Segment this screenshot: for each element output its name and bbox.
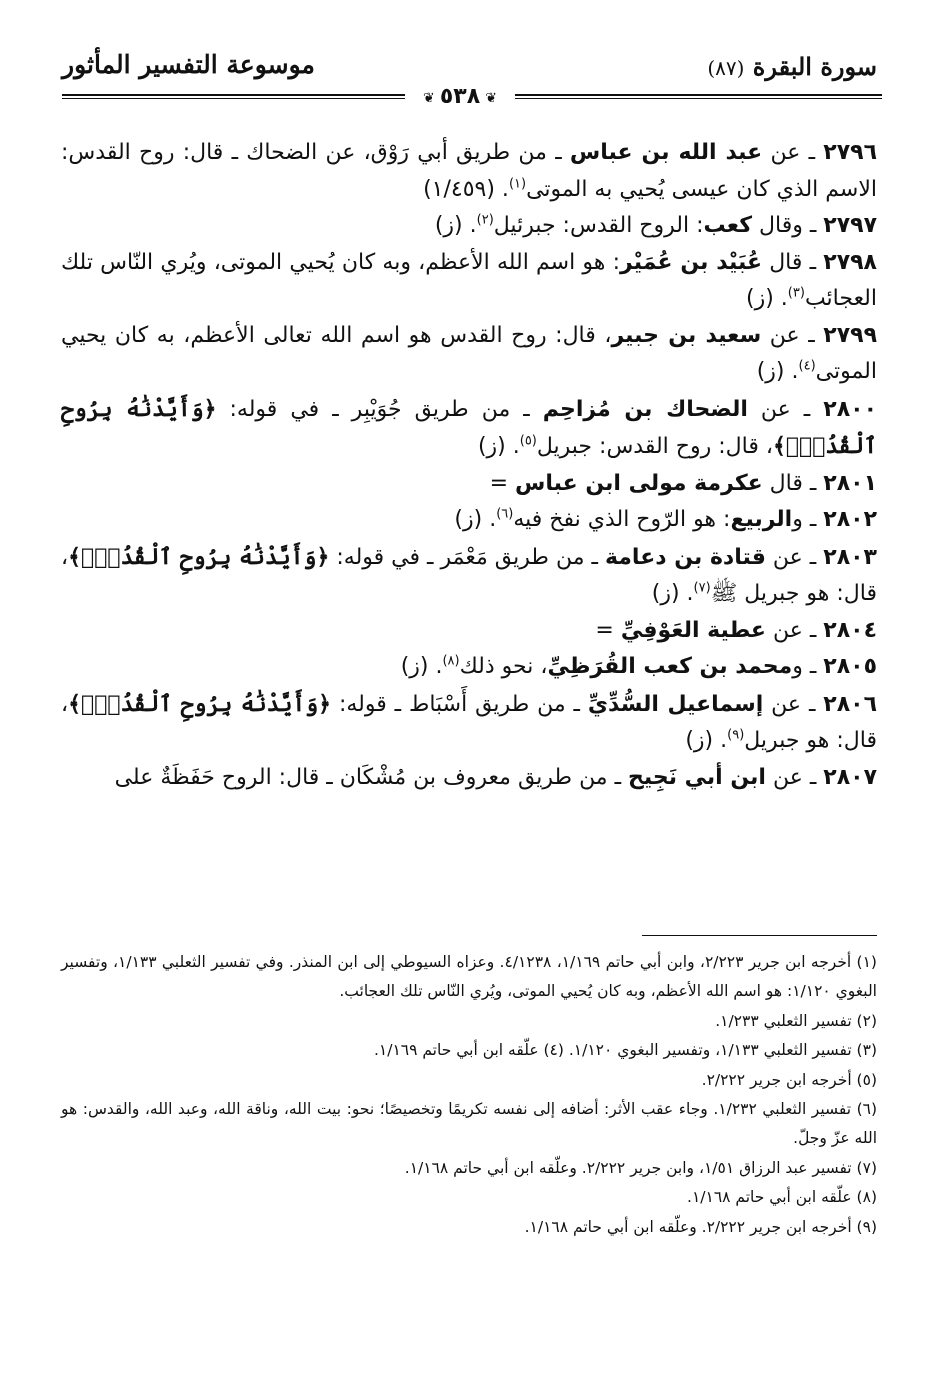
entry-text: : الروح القدس: جبرئيل: [493, 213, 704, 238]
entry-text-2: ، قال: هو جبريل ﷺ: [61, 544, 877, 606]
footnote-1: (١) أخرجه ابن جرير ٢/٢٢٣، وابن أبي حاتم ١/١٦٩، ٤/١٢٣٨. وعزاه السيوطي إلى ابن المنذر. وفي تفسير الثعلبي ١/١٣٣، وتفسير البغوي ١/١٢٠: هو اسم الله الأعظم، وبه كان يُحيي الموتى، ويُري النّاس تلك العجائب.: [61, 953, 877, 1001]
entry-lead: ـ و: [792, 507, 824, 532]
entry-text: ـ من طريق مَعْمَر ـ في قوله:: [329, 544, 605, 570]
page-number: ٥٣٨: [439, 84, 481, 109]
entry-2807: [61, 760, 877, 797]
entry-lead: ـ عن: [765, 544, 824, 570]
narrator-name: الضحاك بن مُزاحِم: [542, 396, 748, 422]
entry-ref: . (١/٤٥٩): [423, 176, 509, 202]
entry-2800: [61, 391, 877, 466]
ornament-left-icon: ❦: [423, 90, 435, 107]
narrator-name: عُبَيْد بن عُمَيْر: [620, 249, 762, 275]
footnote-8: (٨) علّقه ابن أبي حاتم ١/١٦٨.: [687, 1188, 877, 1207]
footnote-2: (٢) تفسير الثعلبي ١/٢٣٣.: [715, 1011, 877, 1030]
entry-2798: [61, 245, 877, 318]
quran-verse: ﴿وَأَيَّدْنَٰهُ بِرُوحِ ٱلْقُدُسِۗ﴾: [68, 543, 330, 570]
entry-text: ـ من طريق جُوَيْبِر ـ في قوله:: [216, 396, 543, 422]
entry-number: ٢٨٠١: [823, 470, 877, 496]
entry-number: ٢٨٠٢: [823, 507, 877, 532]
running-header-surah: [707, 52, 877, 81]
footnote-7: (٧) تفسير عبد الرزاق ١/٥١، وابن جرير ٢/٢٢٢. وعلّقه ابن أبي حاتم ١/١٦٨.: [404, 1158, 877, 1177]
footnote-ref: (٧): [693, 580, 711, 596]
entry-text: : هو الرّوح الذي نفخ فيه: [513, 507, 731, 532]
entry-text: =: [489, 470, 516, 496]
footnote-separator: [642, 935, 877, 936]
entry-text: ـ من طريق أبي رَوْق، عن الضحاك ـ قال: روح القدس: الاسم الذي كان عيسى يُحيي به الموتى: [61, 140, 877, 202]
footnotes: [61, 948, 877, 1242]
entry-number: ٢٧٩٩: [823, 322, 877, 348]
entry-2805: [61, 649, 877, 686]
page-number-box: [405, 84, 515, 110]
entry-lead: ـ عن: [765, 617, 824, 643]
ornament-right-icon: ❦: [485, 90, 497, 107]
narrator-name: قتادة بن دعامة: [604, 544, 766, 570]
footnote-ref: (١): [508, 176, 527, 192]
entry-text: ، نحو ذلك: [459, 654, 548, 679]
narrator-name: الربيع: [730, 507, 793, 532]
narrator-name: ابن أبي نَجِيح: [628, 764, 766, 790]
footnote-5: (٥) أخرجه ابن جرير ٢/٢٢٢.: [701, 1070, 877, 1089]
entry-lead: ـ عن: [763, 691, 824, 717]
entry-ref: . (ز): [454, 507, 497, 532]
entry-number: ٢٧٩٧: [823, 213, 877, 238]
main-text: [61, 135, 877, 796]
entry-text: ـ من طريق أَسْبَاط ـ قوله:: [331, 691, 588, 717]
surah-name: سورة البقرة: [752, 52, 877, 81]
entry-lead: ـ عن: [747, 396, 824, 422]
footnote-ref: (٢): [476, 212, 494, 228]
entry-2801: [61, 466, 877, 503]
entry-ref: . (ز): [651, 581, 694, 606]
footnote-ref: (٨): [442, 653, 460, 669]
entry-text: =: [595, 617, 621, 643]
entry-lead: ـ عن: [761, 322, 824, 348]
footnote-ref: (٥): [519, 433, 537, 449]
entry-text-2: ، قال: روح القدس: جبريل: [536, 434, 773, 459]
narrator-name: إسماعيل السُّدِّيِّ: [587, 691, 764, 717]
entry-number: ٢٨٠٠: [823, 396, 877, 422]
narrator-name: عكرمة مولى ابن عباس: [515, 470, 763, 496]
footnote-ref: (٤): [798, 358, 816, 374]
entry-lead: ـ عن: [765, 764, 824, 790]
entry-ref: . (ز): [746, 286, 788, 311]
entry-number: ٢٧٩٦: [823, 140, 877, 165]
entry-2803: [61, 539, 877, 613]
verse-number: (٨٧): [707, 56, 745, 80]
entry-2804: [61, 613, 877, 650]
entry-number: ٢٧٩٨: [823, 249, 877, 275]
footnote-ref: (٣): [787, 285, 805, 301]
entry-ref: . (ز): [434, 213, 477, 238]
narrator-name: كعب: [703, 213, 753, 238]
entry-text-2: ، قال: هو جبريل: [61, 691, 877, 753]
entry-2806: [61, 686, 877, 760]
entry-lead: ـ قال: [761, 249, 824, 275]
entry-2797: [61, 208, 877, 245]
entry-text: ـ من طريق معروف بن مُشْكَان ـ قال: الروح حَفَظَةٌ على: [114, 764, 629, 790]
narrator-name: عطية العَوْفِيِّ: [620, 617, 766, 643]
entry-ref: . (ز): [756, 359, 799, 384]
entry-number: ٢٨٠٣: [823, 544, 877, 570]
quran-verse: ﴿وَأَيَّدْنَٰهُ بِرُوحِ ٱلْقُدُسِۗ﴾: [61, 395, 877, 459]
entry-2799: [61, 318, 877, 391]
entry-lead: ـ عن: [762, 140, 824, 165]
entry-number: ٢٨٠٧: [823, 764, 877, 790]
running-header-book-title: موسوعة التفسير المأثور: [62, 50, 315, 79]
entry-number: ٢٨٠٦: [823, 691, 877, 717]
entry-lead: ـ و: [792, 654, 824, 679]
footnote-3-4: (٣) تفسير الثعلبي ١/١٣٣، وتفسير البغوي ١/١٢٠. (٤) علّقه ابن أبي حاتم ١/١٦٩.: [373, 1041, 877, 1060]
footnote-ref: (٩): [727, 727, 745, 743]
narrator-name: عبد الله بن عباس: [569, 140, 763, 165]
entry-2802: [61, 502, 877, 539]
entry-ref: . (ز): [477, 434, 520, 459]
entry-text: : هو اسم الله الأعظم، وبه كان يُحيي الموتى، ويُري النّاس تلك العجائب: [61, 249, 877, 311]
entry-2796: [61, 135, 877, 208]
quran-verse: ﴿وَأَيَّدْنَٰهُ بِرُوحِ ٱلْقُدُسِۗ﴾: [68, 690, 332, 717]
footnote-6: (٦) تفسير الثعلبي ١/٢٣٢. وجاء عقب الأثر: أضافه إلى نفسه تكريمًا وتخصيصًا؛ نحو: بيت الله، وناقة الله، وعبد الله، والقدس: هو الله عزّ وجلّ.: [61, 1100, 878, 1148]
entry-ref: . (ز): [685, 728, 728, 753]
entry-number: ٢٨٠٥: [823, 654, 877, 679]
footnote-9: (٩) أخرجه ابن جرير ٢/٢٢٢. وعلّقه ابن أبي حاتم ١/١٦٨.: [524, 1217, 877, 1236]
entry-lead: ـ قال: [762, 470, 824, 496]
entry-text: ، قال: روح القدس هو اسم الله تعالى الأعظم، به كان يحيي الموتى: [61, 322, 877, 384]
entry-ref: . (ز): [400, 654, 443, 679]
narrator-name: محمد بن كعب القُرَظِيِّ: [547, 654, 793, 679]
entry-lead: ـ وقال: [752, 213, 824, 238]
narrator-name: سعيد بن جبير: [611, 322, 762, 348]
footnote-ref: (٦): [496, 506, 514, 522]
entry-number: ٢٨٠٤: [823, 617, 877, 643]
